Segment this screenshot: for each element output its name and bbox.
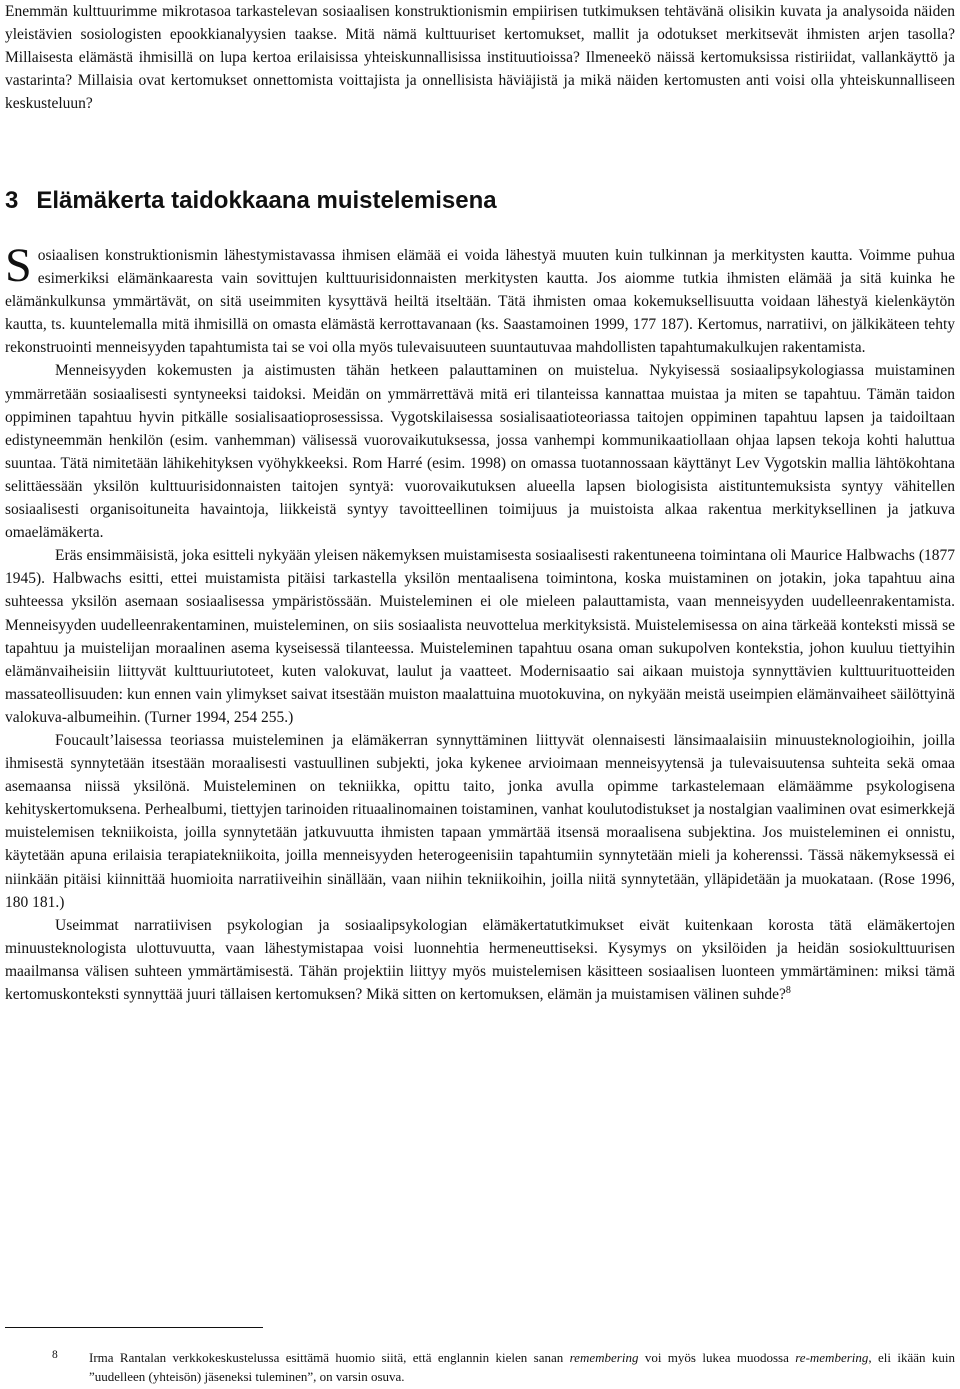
footnote-text-part: voi myös lukea muodossa xyxy=(638,1350,796,1365)
paragraph-text: Useimmat narratiivisen psykologian ja sosiaalipsykologian elämäkertatutkimukset eivät kuitenkaan korosta tätä elämäkertojen minuusteknologista ulottuvuutta, vaan lähestymistapaa voisi luonnehtia hermeneuttiseksi. Kysymys on yksilöiden ja heidän sosiokulttuurisen maailmansa välisen suhteen ymmärtämisestä. Tähän projektiin liittyy myös muistelemisen käsitteen sosiaalisen luonteen ymmärtäminen: miksi tämä kertomuskonteksti synnyttää juuri tällaisen kertomuksen? Mikä sitten on kertomuksen, elämän ja muistamisen välinen suhde? xyxy=(5,916,955,1003)
footnote-term: remembering xyxy=(569,1350,639,1365)
footnote-text-part: , eli ikään kuin ”uudelleen (yhteisön) jäseneksi tuleminen”, on varsin osuva. xyxy=(89,1350,955,1384)
footnote-reference[interactable]: 8 xyxy=(785,984,791,996)
body-paragraph-2: Menneisyyden kokemusten ja aistimusten tähän hetkeen palauttaminen on muistelua. Nykyisessä sosiaalipsykologiassa muistaminen ymmärretään sosiaalisesti syntyneeksi taidoksi. Meidän on ymmärrettävä mitä eri tilanteissa kannattaa muistaa ja miten se tapahtuu. Tämän taidon oppiminen tapahtuu hyvin pitkälle sosialisaatioprosessissa. Vygotskilaisessa sosialisaatioteoriassa taitojen oppiminen tapahtuu lapsen ja taidoiltaan edistyneemmän henkilön (esim. vanhemman) välisessä vuorovaikutuksessa, jossa vanhempi kommunikaatiollaan ohjaa lapsen tekoja kohti haluttua suuntaa. Tätä nimitetään lähikehityksen vyöhykkeeksi. Rom Harré (esim. 1998) on omassa tuotannossaan käyttänyt Lev Vygotskin mallia lähtökohtana selittäessään yksilön kulttuurisidonnaisten taitojen syntyä: vuorovaikutuksen alueella lapsen biologisista aistituntemuksista syntyy vähitellen sosiaalisesti organisoituneita havaintoja, liikkeistä syntyy tavoitteellinen toimijuus ja muistoista alkaa rakentua merkityksellinen ja jatkuva omaelämäkerta. xyxy=(5,362,955,542)
footnote-text-part: Irma Rantalan verkkokeskustelussa esittämä huomio siitä, että englannin kielen sanan xyxy=(89,1350,570,1365)
body-paragraph-1 xyxy=(5,239,955,359)
paragraph-text: osiaalisen konstruktionismin lähestymistavassa ihmisen elämää ei voida lähestyä muuten kuin tulkinnan ja merkitysten kautta. Voimme puhua esimerkiksi elämänkaaresta vain sovittujen kulttuurisidonnaisten merkitysten kautta. Jos aiomme tutkia ihmisten elämää ja sitä kuinka he elämänkulkunsa ymmärtävät, on sitä useimmiten kysyttävä heiltä itseltään. Tätä ihmisten omaa kokemuksellisuutta voidaan lähestyä kielenkäytön kautta, ts. kuuntelemalla mitä ihmisillä on omasta elämästä kerrottavanaan (ks. Saastamoinen 1999, 177 187). Kertomus, narratiivi, on jälkikäteen tehty rekonstruointi menneisyyden tapahtumista tai se voi olla myös tulevaisuuteen suuntautuvaa mahdollisten tapahtumakulkujen rakentamista. xyxy=(5,247,955,357)
footnote-divider xyxy=(5,1327,263,1328)
footnote xyxy=(5,1348,955,1386)
intro-paragraph: Enemmän kulttuurimme mikrotasoa tarkastelevan sosiaalisen konstruktionismin empiirisen tutkimuksen tehtävänä olisikin kuvata ja analysoida näiden yleistävien sosiologisten epookkianalyysien taakse. Mitä nämä kulttuuriset kertomukset, mallit ja odotukset merkitsevät ihmisten arjen tasolla? Millaisesta elämästä ihmisillä on lupa kertoa erilaisissa yhteiskunnallisissa instituutioissa? Ilmeneekö näissä kertomuksissa ristiriidat, vallankäyttö ja vastarinta? Millaisia ovat kertomukset onnettomista voittajista ja onnellisista häviäjistä ja mikä näiden kertomusten anti voisi olla yhteiskunnalliseen keskusteluun? xyxy=(5,3,955,113)
drop-cap: S xyxy=(5,239,32,292)
footnote-number: 8 xyxy=(52,1349,58,1361)
body-paragraph-3: Eräs ensimmäisistä, joka esitteli nykyään yleisen näkemyksen muistamisesta sosiaalisesti rakentuneena toimintana oli Maurice Halbwachs (1877 1945). Halbwachs esitti, ettei muistamista pitäisi tarkastella yksilön mentaalisena toimintona, koska muistaminen on jotakin, joka tapahtuu aina suhteessa yksilön asemaan sosiaalisessa ympäristössään. Muisteleminen ei ole mieleen palauttamista, vaan menneisyyden uudelleenrakentamista. Menneisyyden uudelleenrakentaminen, muisteleminen, on siis sosiaalista neuvottelua merkityksistä. Muistelemisessa on aina tärkeää konteksti missä se tapahtuu ja muistelijan moraalinen asema kyseisessä tilanteessa. Muisteleminen tapahtuu osana oman sukupolven kontekstia, johon kuuluu tiettyihin elämänvaiheisiin liittyvät kulttuuriutoteet, kuten valokuvat, laulut ja vaatteet. Modernisaatio sai aikaan muistoja synnyttävien kulttuurituotteiden massateollisuuden: kun ennen vain ylimykset saivat itsestään muiston maalattuina muotokuvina, on nykyään meistä useimpien elämänvaiheet säilöttyinä valokuva-albumeihin. (Turner 1994, 254 255.) xyxy=(5,547,955,726)
body-paragraph-4: Foucault’laisessa teoriassa muisteleminen ja elämäkerran synnyttäminen liittyvät olennaisesti länsimaalaisiin minuusteknologioihin, joilla ihmisestä synnytetään itsestään moraalisesti vastuullinen subjekti, joka kykenee arvioimaan menneisyytensä ja tulevaisuutensa suhteita sekä omaa asemaansa niissä yksilönä. Muisteleminen on tekniikka, opittu taito, jonka avulla opimme tarkastelemaan elämäämme psykologisena kehityskertomuksena. Perhealbumi, tiettyjen tarinoiden rituaalinomainen toistaminen, vanhat koulutodistukset ja nostalgian vaaliminen ovat esimerkkejä muistelemisen tekniikoista, joilla synnytetään jatkuvuutta ihmisten tapaan ymmärtää itsensä moraalisena subjektina. Jos muisteleminen ei onnistu, käytetään apuna erilaisia terapiatekniikoita, joilla menneisyyden heterogeenisiin tapahtumiin synnytetään mieli ja koherenssi. Tässä näkemyksessä ei niinkään pitäisi kiinnittää huomioita narratiiveihin sinällään, vaan niihin tekniikoihin, joilla niitä synnytetään, ylläpidetään ja muokataan. (Rose 1996, 180 181.) xyxy=(5,731,955,911)
document-page xyxy=(5,0,955,1384)
section-number: 3 xyxy=(5,187,19,214)
section-heading xyxy=(5,187,497,215)
footnote-text xyxy=(89,1348,955,1386)
section-title: Elämäkerta taidokkaana muistelemisena xyxy=(36,187,497,214)
body-paragraph-5 xyxy=(5,914,955,1006)
section-body xyxy=(5,239,955,1006)
footnote-term: re-membering xyxy=(795,1350,869,1365)
